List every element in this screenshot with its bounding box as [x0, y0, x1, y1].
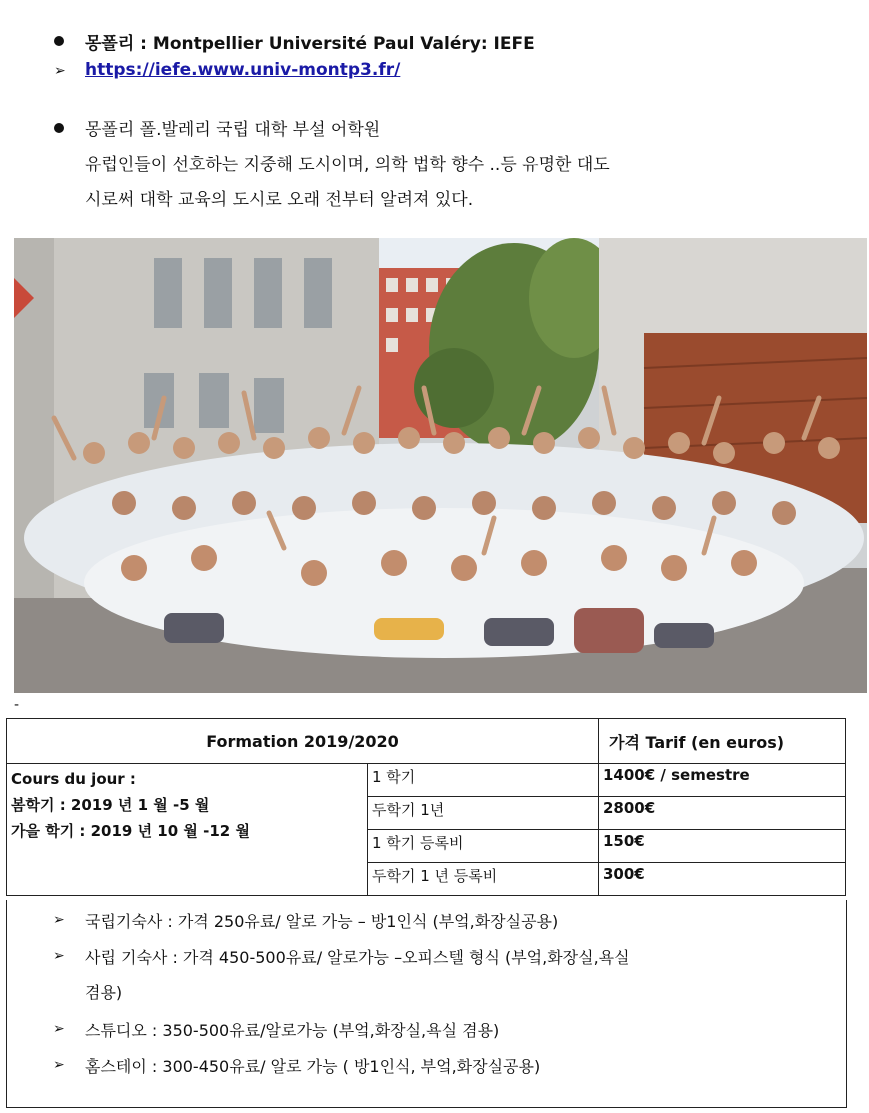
- row-price: 2800€: [599, 797, 846, 830]
- row-price: 150€: [599, 830, 846, 863]
- row-label: 두학기 1년: [368, 797, 599, 830]
- housing-item-public-dorm: 국립기숙사 : 가격 250유료/ 알로 가능 – 방1인식 (부엌,화장실공용): [85, 912, 559, 931]
- course-cell: [7, 764, 368, 896]
- header-tarif: 가격 Tarif (en euros): [599, 719, 846, 764]
- housing-list: [6, 900, 847, 1108]
- housing-item-private-dorm: 사립 기숙사 : 가격 450-500유료/ 알로가능 –오피스텔 형식 (부엌,화장실,욕실: [85, 948, 630, 967]
- row-label: 1 학기 등록비: [368, 830, 599, 863]
- housing-item-homestay: 홈스테이 : 300-450유료/ 알로 가능 ( 방1인식, 부엌,화장실공용): [85, 1057, 541, 1076]
- spring-semester: 봄학기 : 2019 년 1 월 -5 월: [11, 796, 210, 814]
- row-label: 1 학기: [368, 764, 599, 797]
- row-price: 1400€ / semestre: [599, 764, 846, 797]
- tarif-table: [6, 718, 846, 896]
- group-photo: [14, 238, 867, 693]
- autumn-semester: 가을 학기 : 2019 년 10 월 -12 월: [11, 822, 250, 840]
- row-price: 300€: [599, 863, 846, 896]
- arrow-bullet-icon: ➢: [53, 912, 65, 928]
- school-link[interactable]: https://iefe.www.univ-montp3.fr/: [85, 60, 401, 80]
- arrow-bullet-icon: ➢: [53, 1057, 65, 1073]
- course-title: Cours du jour :: [11, 770, 136, 788]
- housing-item-studio: 스튜디오 : 350-500유료/알로가능 (부엌,화장실,욕실 겸용): [85, 1021, 500, 1040]
- table-row: [7, 764, 846, 797]
- separator-dash: -: [14, 697, 20, 713]
- school-name: 몽폴리 : Montpellier Université Paul Valéry: IEFE: [85, 34, 535, 54]
- table-header-row: [7, 719, 846, 764]
- description-line-1: 유럽인들이 선호하는 지중해 도시이며, 의학 법학 향수 ..등 유명한 대도: [85, 155, 610, 175]
- header-formation: Formation 2019/2020: [7, 719, 599, 764]
- row-label: 두학기 1 년 등록비: [368, 863, 599, 896]
- school-subtitle: 몽폴리 폴.발레리 국립 대학 부설 어학원: [85, 120, 381, 140]
- arrow-bullet-icon: ➢: [53, 948, 65, 964]
- arrow-bullet-icon: ➢: [53, 1021, 65, 1037]
- bullet-icon: [54, 123, 64, 133]
- description-line-2: 시로써 대학 교육의 도시로 오래 전부터 알려져 있다.: [85, 190, 474, 210]
- housing-item-private-dorm-cont: 겸용): [85, 983, 123, 1002]
- bullet-icon: [54, 36, 64, 46]
- arrow-bullet-icon: ➢: [54, 63, 66, 79]
